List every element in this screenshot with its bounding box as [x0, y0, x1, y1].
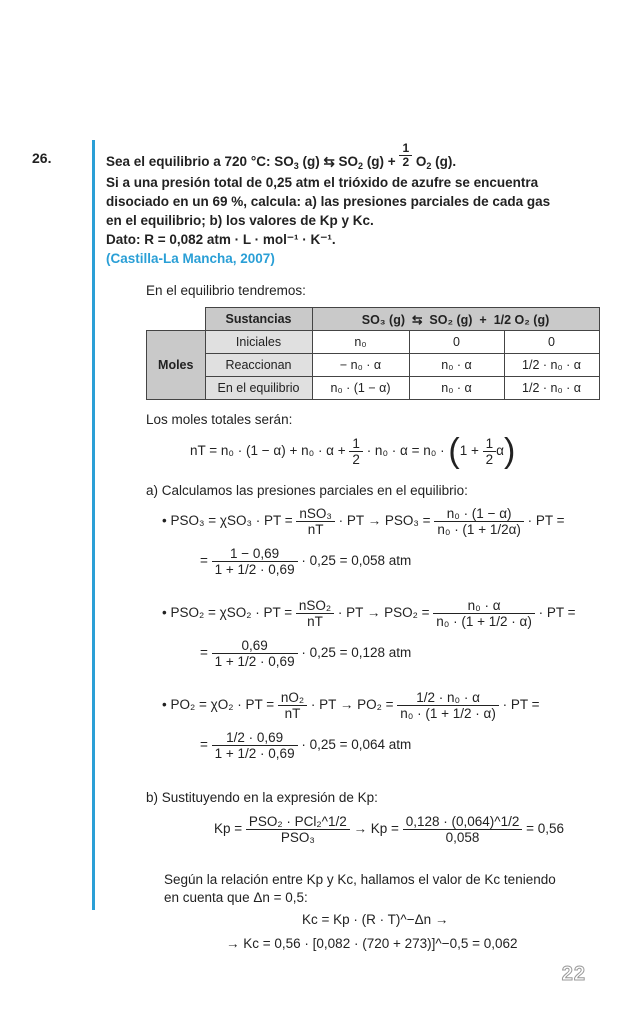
eq-text: · PT =	[538, 605, 576, 621]
cell: n₀ · (1 − α)	[312, 377, 409, 400]
cell: 1/2 · n₀ · α	[504, 377, 599, 400]
problem-source: (Castilla-La Mancha, 2007)	[106, 251, 275, 266]
eq-text: 1 +	[459, 443, 479, 459]
kc-line1: Kc = Kp · (R · T)^−Δn →	[302, 912, 449, 927]
eq-text: PSO₂ = χSO₂ · PT =	[170, 605, 293, 621]
problem-line3: disociado en un 69 %, calcula: a) las presiones parciales de cada gas	[106, 194, 551, 209]
frac-den: 2	[402, 154, 410, 169]
row-label: Reaccionan	[205, 354, 312, 377]
fraction	[212, 730, 298, 761]
eq-text: PO₂ = χO₂ · PT =	[170, 697, 275, 713]
o2-line1: • PO₂ = χO₂ · PT = $\frac{\text{nO₂}}{nT}$ · PT → PO₂ = $\frac{\text{1/2 · n₀ · α}}{\text{n₀ · (1 + 1/2 · α)}}$ · PT =	[162, 690, 540, 721]
frac-den: 2	[352, 452, 360, 467]
frac-num: 0,69	[212, 638, 298, 654]
frac-num: nSO₃	[296, 506, 335, 522]
so3-line2: = $\frac{1 - 0,69}{1 + 1/2 \cdot 0,69}$ · 0,25 = 0,058 atm	[200, 546, 412, 577]
frac-num: n₀ · (1 − α)	[434, 506, 524, 522]
eq-text: O	[412, 154, 427, 169]
frac-num: nO₂	[278, 690, 307, 706]
frac-num: 1	[483, 436, 497, 452]
paren-right: )	[503, 432, 516, 470]
frac-den: 1 + 1/2 · 0,69	[214, 746, 295, 761]
fraction	[212, 638, 298, 669]
part-a: a) Calculamos las presiones parciales en el equilibrio:	[146, 483, 468, 498]
equilibrium-table	[146, 307, 600, 400]
fraction	[296, 598, 334, 629]
cell: n₀ · α	[409, 354, 504, 377]
eq-text: · 0,25 = 0,128 atm	[301, 645, 412, 661]
frac-den: n₀ · (1 + 1/2 · α)	[400, 706, 496, 721]
half-fraction	[483, 436, 497, 467]
eq-text: Sea el equilibrio a 720 °C: SO	[106, 154, 294, 169]
eq-text: · PT =	[502, 697, 540, 713]
eq-text: Kp =	[214, 821, 243, 837]
eq-text: → Kp =	[353, 821, 399, 837]
problem-statement	[106, 140, 586, 268]
so2-line2: = $\frac{0,69}{1 + 1/2 \cdot 0,69}$ · 0,25 = 0,128 atm	[200, 638, 412, 669]
cell: 0	[504, 331, 599, 354]
problem-dato: Dato: R = 0,082 atm · L · mol⁻¹ · K⁻¹.	[106, 232, 336, 247]
eq-text: PSO₃ = χSO₃ · PT =	[170, 513, 293, 529]
fraction	[397, 690, 499, 721]
so2-line1: • PSO₂ = χSO₂ · PT = $\frac{\text{nSO₂}}{nT}$ · PT → PSO₂ = $\frac{\text{n₀ · α}}{\text{n₀ · (1 + 1/2 · α)}}$ · PT =	[162, 598, 576, 629]
problem-line4: en el equilibrio; b) los valores de Kp y Kc.	[106, 213, 374, 228]
kp-equation	[214, 814, 564, 845]
eq-text: (g) +	[363, 154, 396, 169]
eq-text: · n₀ · α = n₀ ·	[366, 443, 445, 459]
frac-den: 1 + 1/2 · 0,69	[214, 562, 295, 577]
cell: 1/2 · n₀ · α	[504, 354, 599, 377]
fraction	[296, 506, 335, 537]
kc-line2: → Kc = 0,56 · [0,082 · (720 + 273)]^−0,5 = 0,062	[226, 936, 518, 951]
intro-text: En el equilibrio tendremos:	[146, 283, 306, 298]
cell: 0	[409, 331, 504, 354]
frac-num: nSO₂	[296, 598, 334, 614]
frac-den: nT	[307, 614, 323, 629]
frac-den: nT	[284, 706, 301, 721]
eq-text: nT = n₀ · (1 − α) + n₀ · α +	[190, 443, 346, 459]
eq-text: · PT → PSO₂ =	[337, 605, 430, 621]
eq-text: = 0,56	[526, 821, 565, 837]
fraction	[278, 690, 307, 721]
o2-line2: = $\frac{1/2 \cdot 0,69}{1 + 1/2 \cdot 0,69}$ · 0,25 = 0,064 atm	[200, 730, 412, 761]
eq-text: · PT → PO₂ =	[310, 697, 394, 713]
frac-den: n₀ · (1 + 1/2α)	[437, 522, 521, 537]
problem-number: 26.	[32, 150, 52, 166]
frac-den: nT	[307, 522, 324, 537]
header-plus: +	[479, 312, 487, 327]
eq-text: · 0,25 = 0,058 atm	[301, 553, 412, 569]
header-arrow: ⇆	[411, 312, 423, 327]
frac-num: 0,128 · (0,064)^1/2	[403, 814, 523, 830]
problem-line2: Si a una presión total de 0,25 atm el trióxido de azufre se encuentra	[106, 175, 539, 190]
blank-cell	[147, 308, 206, 331]
part-b: b) Sustituyendo en la expresión de Kp:	[146, 790, 378, 805]
margin-rule	[92, 140, 95, 910]
frac-num: n₀ · α	[433, 598, 535, 614]
frac-den: PSO₃	[280, 830, 315, 845]
header-so2: SO₂ (g)	[429, 312, 473, 327]
cell: n₀	[312, 331, 409, 354]
paren-left: (	[448, 432, 460, 470]
eq-text: · PT =	[527, 513, 565, 529]
eq-text: · PT → PSO₃ =	[338, 513, 431, 529]
frac-num: 1	[399, 142, 412, 156]
frac-den: 1 + 1/2 · 0,69	[214, 654, 295, 669]
header-o2: 1/2 O₂ (g)	[493, 312, 550, 327]
half-fraction	[399, 142, 412, 169]
fraction	[246, 814, 350, 845]
frac-den: n₀ · (1 + 1/2 · α)	[436, 614, 532, 629]
frac-num: 1	[349, 436, 363, 452]
fraction	[403, 814, 523, 845]
totals-intro: Los moles totales serán:	[146, 412, 293, 427]
fraction	[433, 598, 535, 629]
frac-num: 1 − 0,69	[212, 546, 298, 562]
header-sustancias: Sustancias	[205, 308, 312, 331]
relation-line1: Según la relación entre Kp y Kc, hallamos el valor de Kc teniendo	[164, 872, 556, 887]
problem-line1	[106, 140, 586, 173]
header-reaction	[312, 308, 599, 331]
eq-sub: 2	[426, 161, 432, 171]
row-label: Iniciales	[205, 331, 312, 354]
header-so3: SO₃ (g)	[361, 312, 406, 327]
half-fraction	[349, 436, 363, 467]
frac-den: 2	[485, 452, 494, 467]
relation-line2: en cuenta que Δn = 0,5:	[164, 890, 308, 905]
frac-num: PSO₂ · PCl₂^1/2	[246, 814, 350, 830]
eq-text: α	[496, 443, 504, 459]
eq-sub: 3	[293, 161, 299, 171]
frac-num: 1/2 · 0,69	[212, 730, 298, 746]
frac-den: 0,058	[445, 830, 480, 845]
eq-text: (g).	[431, 154, 457, 169]
group-label: Moles	[147, 331, 206, 400]
page-number: 22	[561, 963, 586, 985]
totals-equation	[190, 432, 515, 471]
fraction	[434, 506, 524, 537]
frac-num: 1/2 · n₀ · α	[397, 690, 499, 706]
cell: n₀ · α	[409, 377, 504, 400]
so3-line1: • PSO₃ = χSO₃ · PT = $\frac{\text{nSO₃}}{nT}$ · PT → PSO₃ = $\frac{\text{n₀ · (1 − α)}}{\text{n₀ · (1 + 1/2α)}}$ · PT =	[162, 506, 565, 537]
fraction	[212, 546, 298, 577]
eq-text: (g) ⇆ SO	[298, 154, 359, 169]
cell: − n₀ · α	[312, 354, 409, 377]
row-label: En el equilibrio	[205, 377, 312, 400]
eq-sub: 2	[358, 161, 364, 171]
eq-text: · 0,25 = 0,064 atm	[301, 737, 412, 753]
